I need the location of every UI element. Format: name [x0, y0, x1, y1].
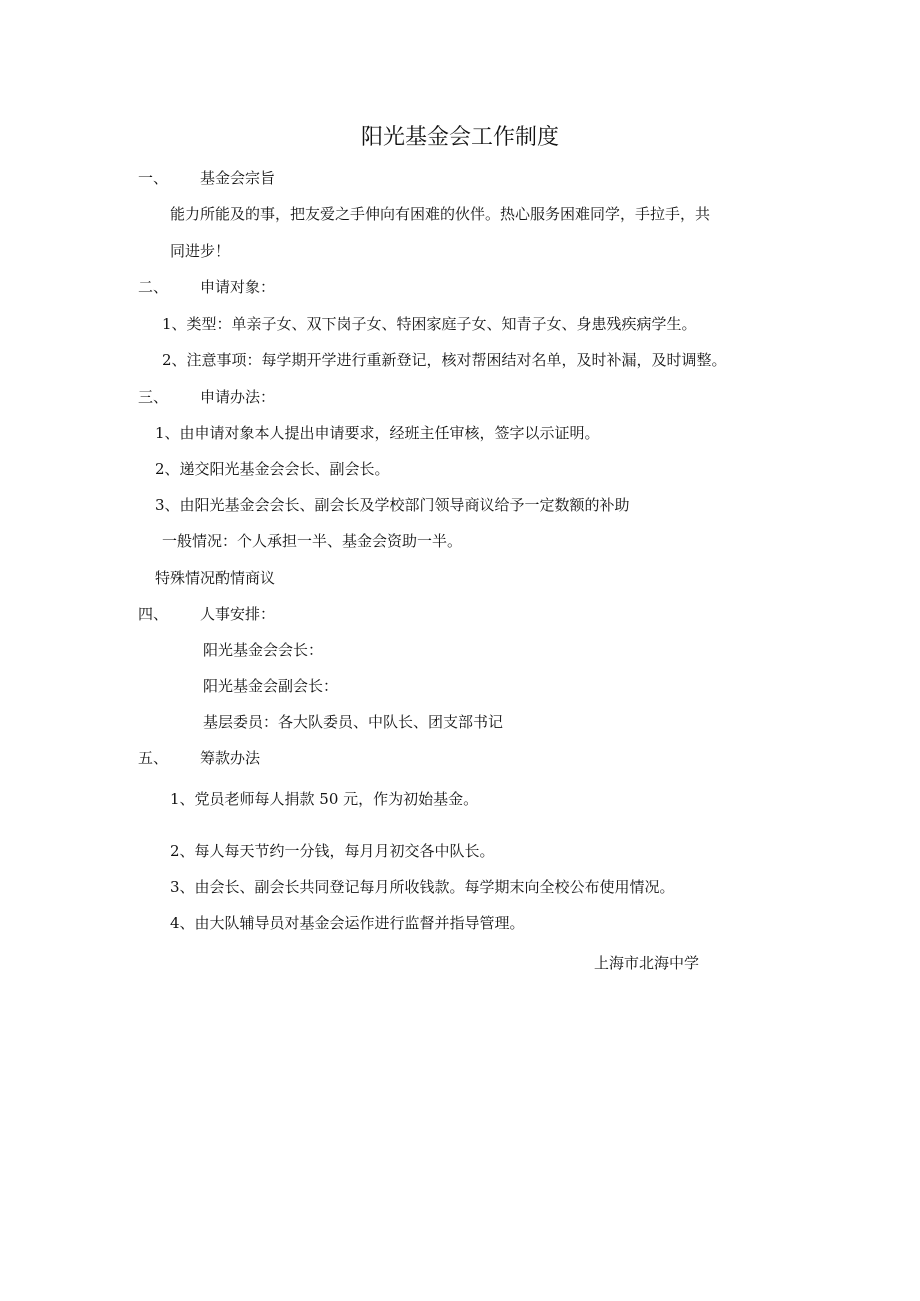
- section-5-heading: 筹款办法: [200, 749, 261, 767]
- personnel-president: 阳光基金会会长：: [203, 641, 324, 659]
- method-special: 特殊情况酌情商议: [155, 569, 276, 587]
- section-4-number: 四、: [138, 605, 169, 623]
- section-2-heading: 申请对象：: [200, 278, 276, 296]
- signature-school: 上海市北海中学: [594, 954, 700, 972]
- personnel-vice-president: 阳光基金会副会长：: [203, 677, 339, 695]
- section-1-heading: 基金会宗旨: [200, 169, 276, 187]
- section-4-heading: 人事安排：: [200, 605, 276, 623]
- section-3-number: 三、: [138, 388, 169, 406]
- section-3-heading: 申请办法：: [200, 388, 276, 406]
- targets-notes: 2、注意事项：每学期开学进行重新登记，核对帮困结对名单，及时补漏，及时调整。: [162, 351, 727, 369]
- section-5-number: 五、: [138, 749, 169, 767]
- fundraising-item-3: 3、由会长、副会长共同登记每月所收钱款。每学期末向全校公布使用情况。: [170, 878, 675, 896]
- document-title: 阳光基金会工作制度: [360, 125, 559, 150]
- purpose-line-1: 能力所能及的事，把友爱之手伸向有困难的伙伴。热心服务困难同学，手拉手，共: [170, 205, 711, 223]
- method-step-1: 1、由申请对象本人提出申请要求，经班主任审核，签字以示证明。: [155, 424, 600, 442]
- fundraising-item-1: 1、党员老师每人捐款 50 元，作为初始基金。: [170, 790, 479, 808]
- method-step-3: 3、由阳光基金会会长、副会长及学校部门领导商议给予一定数额的补助: [155, 496, 630, 514]
- personnel-members: 基层委员：各大队委员、中队长、团支部书记: [203, 713, 504, 731]
- purpose-line-2: 同进步！: [170, 242, 231, 260]
- section-2-number: 二、: [138, 278, 169, 296]
- fundraising-item-4: 4、由大队辅导员对基金会运作进行监督并指导管理。: [170, 914, 525, 932]
- targets-type: 1、类型：单亲子女、双下岗子女、特困家庭子女、知青子女、身患残疾病学生。: [162, 315, 697, 333]
- method-step-2: 2、递交阳光基金会会长、副会长。: [155, 460, 390, 478]
- fundraising-item-2: 2、每人每天节约一分钱，每月月初交各中队长。: [170, 842, 495, 860]
- section-1-number: 一、: [138, 169, 169, 187]
- method-general: 一般情况：个人承担一半、基金会资助一半。: [162, 532, 463, 550]
